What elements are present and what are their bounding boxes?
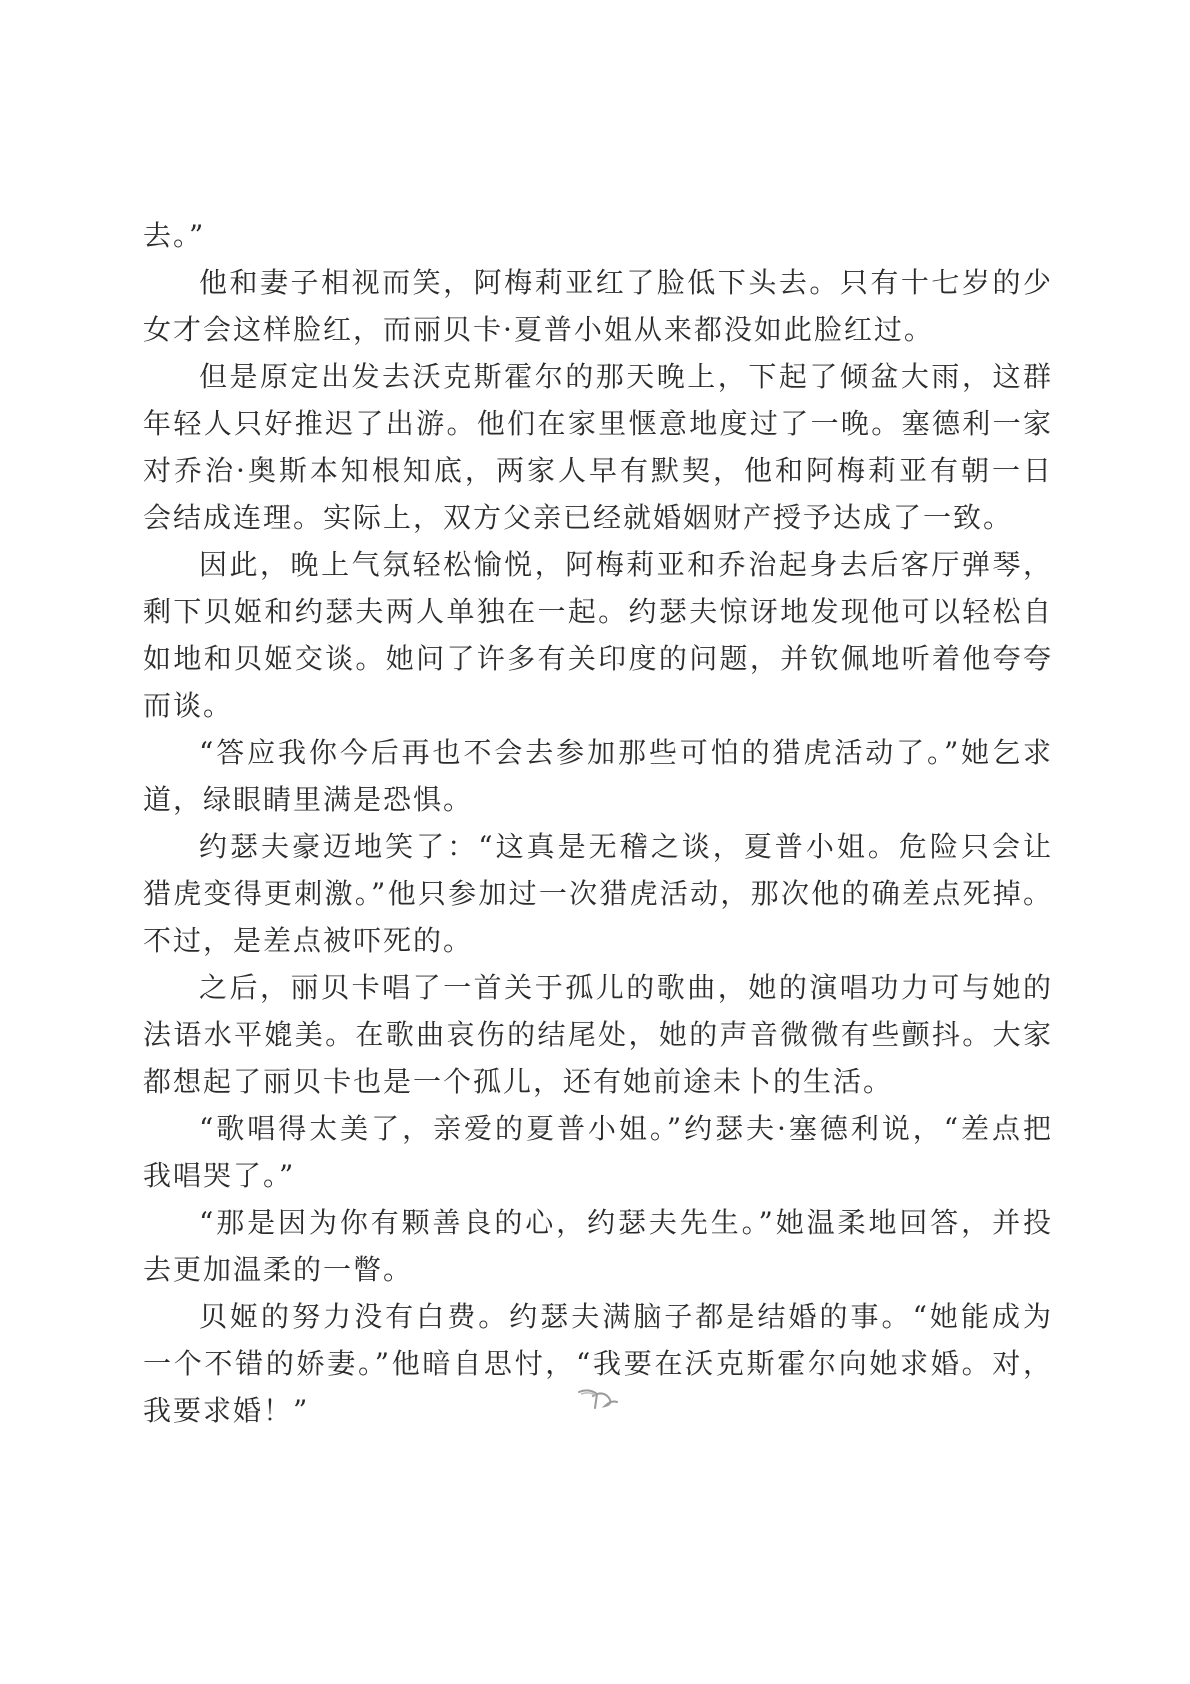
paragraph: “那是因为你有颗善良的心，约瑟夫先生。”她温柔地回答，并投去更加温柔的一瞥。 <box>143 1206 1053 1286</box>
ornament-icon <box>575 1382 625 1412</box>
paragraph: 因此，晚上气氛轻松愉悦，阿梅莉亚和乔治起身去后客厅弹琴，剩下贝姬和约瑟夫两人单独在一起。约瑟夫惊讶地发现他可以轻松自如地和贝姬交谈。她问了许多有关印度的问题，并钦佩地听着他夸夸而谈。 <box>143 548 1053 722</box>
paragraph-continuation: 去。” <box>143 219 206 252</box>
paragraph: “答应我你今后再也不会去参加那些可怕的猎虎活动了。”她乞求道，绿眼睛里满是恐惧。 <box>143 736 1053 816</box>
body-text <box>143 212 1053 1434</box>
paragraph: 约瑟夫豪迈地笑了：“这真是无稽之谈，夏普小姐。危险只会让猎虎变得更刺激。”他只参加过一次猎虎活动，那次他的确差点死掉。不过，是差点被吓死的。 <box>143 830 1053 957</box>
paragraph: 但是原定出发去沃克斯霍尔的那天晚上，下起了倾盆大雨，这群年轻人只好推迟了出游。他们在家里惬意地度过了一晚。塞德利一家对乔治·奥斯本知根知底，两家人早有默契，他和阿梅莉亚有朝一日会结成连理。实际上，双方父亲已经就婚姻财产授予达成了一致。 <box>143 360 1053 534</box>
paragraph: 之后，丽贝卡唱了一首关于孤儿的歌曲，她的演唱功力可与她的法语水平媲美。在歌曲哀伤的结尾处，她的声音微微有些颤抖。大家都想起了丽贝卡也是一个孤儿，还有她前途未卜的生活。 <box>143 971 1053 1098</box>
paragraph: “歌唱得太美了，亲爱的夏普小姐。”约瑟夫·塞德利说，“差点把我唱哭了。” <box>143 1112 1053 1192</box>
paragraph: 他和妻子相视而笑，阿梅莉亚红了脸低下头去。只有十七岁的少女才会这样脸红，而丽贝卡·夏普小姐从来都没如此脸红过。 <box>143 266 1053 346</box>
paragraph: 贝姬的努力没有白费。约瑟夫满脑子都是结婚的事。“她能成为一个不错的娇妻。”他暗自思忖，“我要在沃克斯霍尔向她求婚。对，我要求婚！” <box>143 1300 1053 1427</box>
